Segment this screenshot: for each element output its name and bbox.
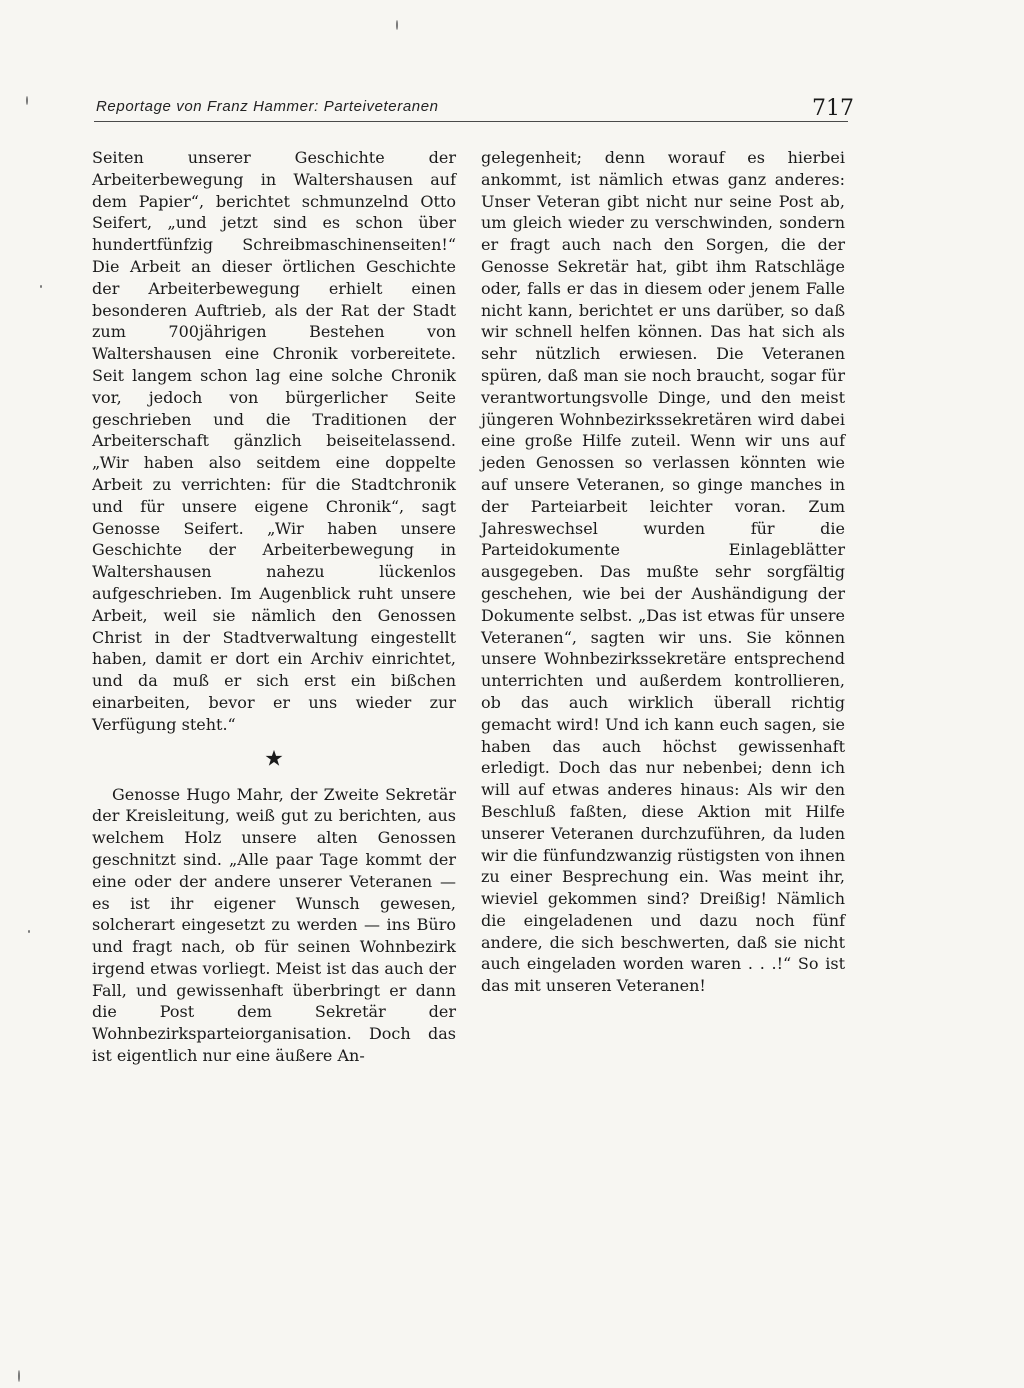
scan-speck [396,20,398,30]
running-head: Reportage von Franz Hammer: Parteiveteranen [96,98,439,115]
scan-speck [40,285,42,288]
left-paragraph-2: Genosse Hugo Mahr, der Zweite Sekretär der Kreisleitung, weiß gut zu berichten, aus welchem Holz unsere alten Genossen geschnitzt sind. „Alle paar Tage kommt der eine oder der andere unserer Veteranen — es ist ihr eigener Wunsch gewesen, solcherart eingesetzt zu werden — ins Büro und fragt nach, ob für seinen Wohnbezirk irgend etwas vorliegt. Meist ist das auch der Fall, und gewissenhaft überbringt er dann die Post dem Sekretär der Wohnbezirksparteiorganisation. Doch das ist eigentlich nur eine äußere An- [92,784,456,1066]
scan-speck [18,1370,20,1382]
header-rule [94,121,848,122]
right-column [481,147,845,997]
left-paragraph-1: Seiten unserer Geschichte der Arbeiterbewegung in Waltershausen auf dem Papier“, berichtet schmunzelnd Otto Seifert, „und jetzt sind es schon über hundertfünfzig Schreibmaschinenseiten!“ Die Arbeit an dieser örtlichen Geschichte der Arbeiterbewegung erhielt einen besonderen Auftrieb, als der Rat der Stadt zum 700jährigen Bestehen von Waltershausen eine Chronik vorbereitete. Seit langem schon lag eine solche Chronik vor, jedoch von bürgerlicher Seite geschrieben und die Traditionen der Arbeiterschaft gänzlich beiseitelassend. „Wir haben also seitdem eine doppelte Arbeit zu verrichten: für die Stadtchronik und für unsere eigene Chronik“, sagt Genosse Seifert. „Wir haben unsere Geschichte der Arbeiterbewegung in Waltershausen nahezu lückenlos aufgeschrieben. Im Augenblick ruht unsere Arbeit, weil sie nämlich den Genossen Christ in der Stadtverwaltung eingestellt haben, damit er dort ein Archiv einrichtet, und da muß er sich erst ein bißchen einarbeiten, bevor er uns wieder zur Verfügung steht.“ [92,148,456,734]
scan-speck [28,930,30,933]
section-divider [92,744,456,770]
right-paragraph-1: gelegenheit; denn worauf es hierbei ankommt, ist nämlich etwas ganz anderes: Unser Veteran gibt nicht nur seine Post ab, um gleich wieder zu verschwinden, sondern er fragt auch nach den Sorgen, die der Genosse Sekretär hat, gibt ihm Ratschläge oder, falls er das in diesem oder jenem Falle nicht kann, berichtet er uns darüber, so daß wir schnell helfen können. Das hat sich als sehr nützlich erwiesen. Die Veteranen spüren, daß man sie noch braucht, sogar für verantwortungsvolle Dinge, und den meist jüngeren Wohnbezirkssekretären wird dabei eine große Hilfe zuteil. Wenn wir uns auf jeden Genossen so verlassen könnten wie auf unsere Veteranen, so ginge manches in der Parteiarbeit leichter voran. Zum Jahreswechsel wurden für die Parteidokumente Einlageblätter ausgegeben. Das mußte sehr sorgfältig geschehen, wie bei der Aushändigung der Dokumente selbst. „Das ist etwas für unsere Veteranen“, sagten wir uns. Sie können unsere Wohnbezirkssekretäre entsprechend unterrichten und außerdem kontrollieren, ob das auch wirklich überall richtig gemacht wird! Und ich kann euch sagen, sie haben das auch höchst gewissenhaft erledigt. Doch das nur nebenbei; denn ich will auf etwas anderes hinaus: Als wir den Beschluß faßten, diese Aktion mit Hilfe unserer Veteranen durchzuführen, da luden wir die fünfundzwanzig rüstigsten von ihnen zu einer Besprechung ein. Was meint ihr, wieviel gekommen sind? Dreißig! Nämlich die eingeladenen und dazu noch fünf andere, die sich beschwerten, daß sie nicht auch eingeladen worden waren . . .!“ So ist das mit unseren Veteranen! [481,148,845,996]
left-column [92,147,456,1067]
star-icon [265,745,283,769]
scan-speck [26,96,28,105]
page-number: 717 [812,96,854,121]
